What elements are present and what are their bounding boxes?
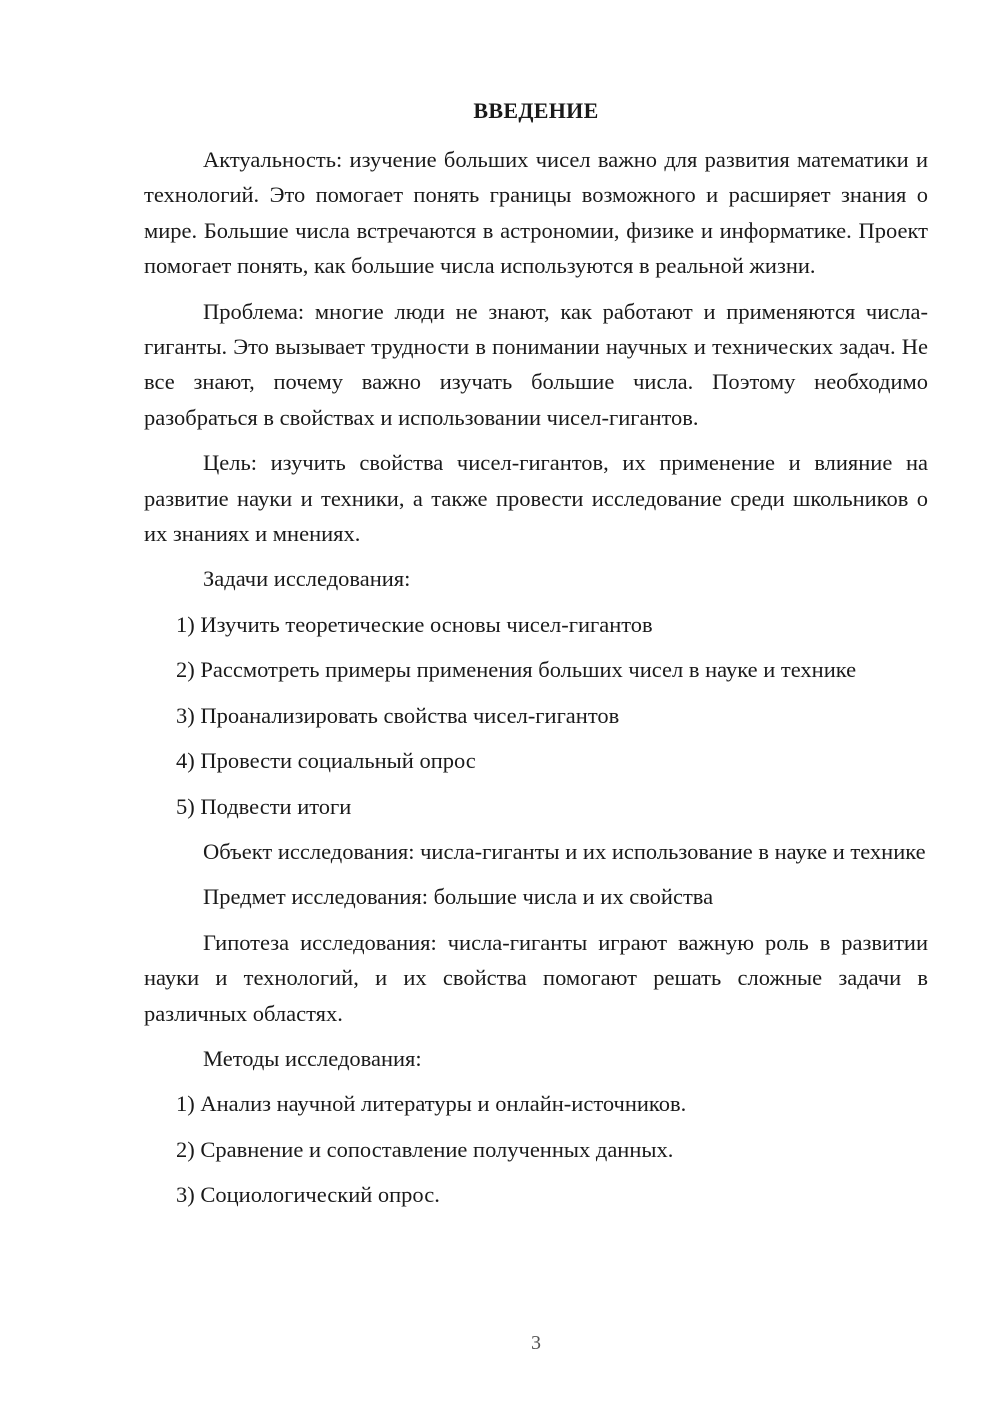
list-item: 3) Социологический опрос. <box>176 1182 440 1208</box>
page-number: 3 <box>531 1332 541 1354</box>
tasks-heading: Задачи исследования: <box>203 566 411 592</box>
methods-list <box>144 1086 928 1212</box>
list-item: 2) Сравнение и сопоставление полученных данных. <box>176 1136 674 1162</box>
paragraph-goal: Цель: изучить свойства чисел-гигантов, их применение и влияние на развитие науки и техники, а также провести исследование среди школьников о их знаниях и мнениях. <box>144 450 928 547</box>
list-item: 4) Провести социальный опрос <box>176 748 476 774</box>
paragraph-subject: Предмет исследования: большие числа и их свойства <box>203 884 714 910</box>
list-item: 1) Изучить теоретические основы чисел-гигантов <box>176 611 653 637</box>
paragraph-problem: Проблема: многие люди не знают, как работают и применяются числа-гиганты. Это вызывает трудности в понимании научных и технических задач. Не все знают, почему важно изучать большие числа. Поэтому необходимо разобраться в свойствах и использовании чисел-гигантов. <box>144 298 928 430</box>
list-item: 2) Рассмотреть примеры применения больших чисел в науке и технике <box>176 657 857 683</box>
paragraph-hypothesis: Гипотеза исследования: числа-гиганты играют важную роль в развитии науки и технологий, и их свойства помогают решать сложные задачи в различных областях. <box>144 929 928 1026</box>
list-item: 5) Подвести итоги <box>176 793 352 819</box>
document-body <box>144 142 928 1223</box>
tasks-list <box>144 607 928 824</box>
list-item: 3) Проанализировать свойства чисел-гигантов <box>176 702 620 728</box>
methods-heading: Методы исследования: <box>203 1045 422 1071</box>
paragraph-relevance: Актуальность: изучение больших чисел важно для развития математики и технологий. Это помогает понять границы возможного и расширяет знания о мире. Большие числа встречаются в астрономии, физике и информатике. Проект помогает понять, как большие числа используются в реальной жизни. <box>144 147 928 279</box>
section-title: ВВЕДЕНИЕ <box>473 98 599 123</box>
list-item: 1) Анализ научной литературы и онлайн-источников. <box>176 1091 687 1117</box>
paragraph-object: Объект исследования: числа-гиганты и их использование в науке и технике <box>203 838 926 864</box>
